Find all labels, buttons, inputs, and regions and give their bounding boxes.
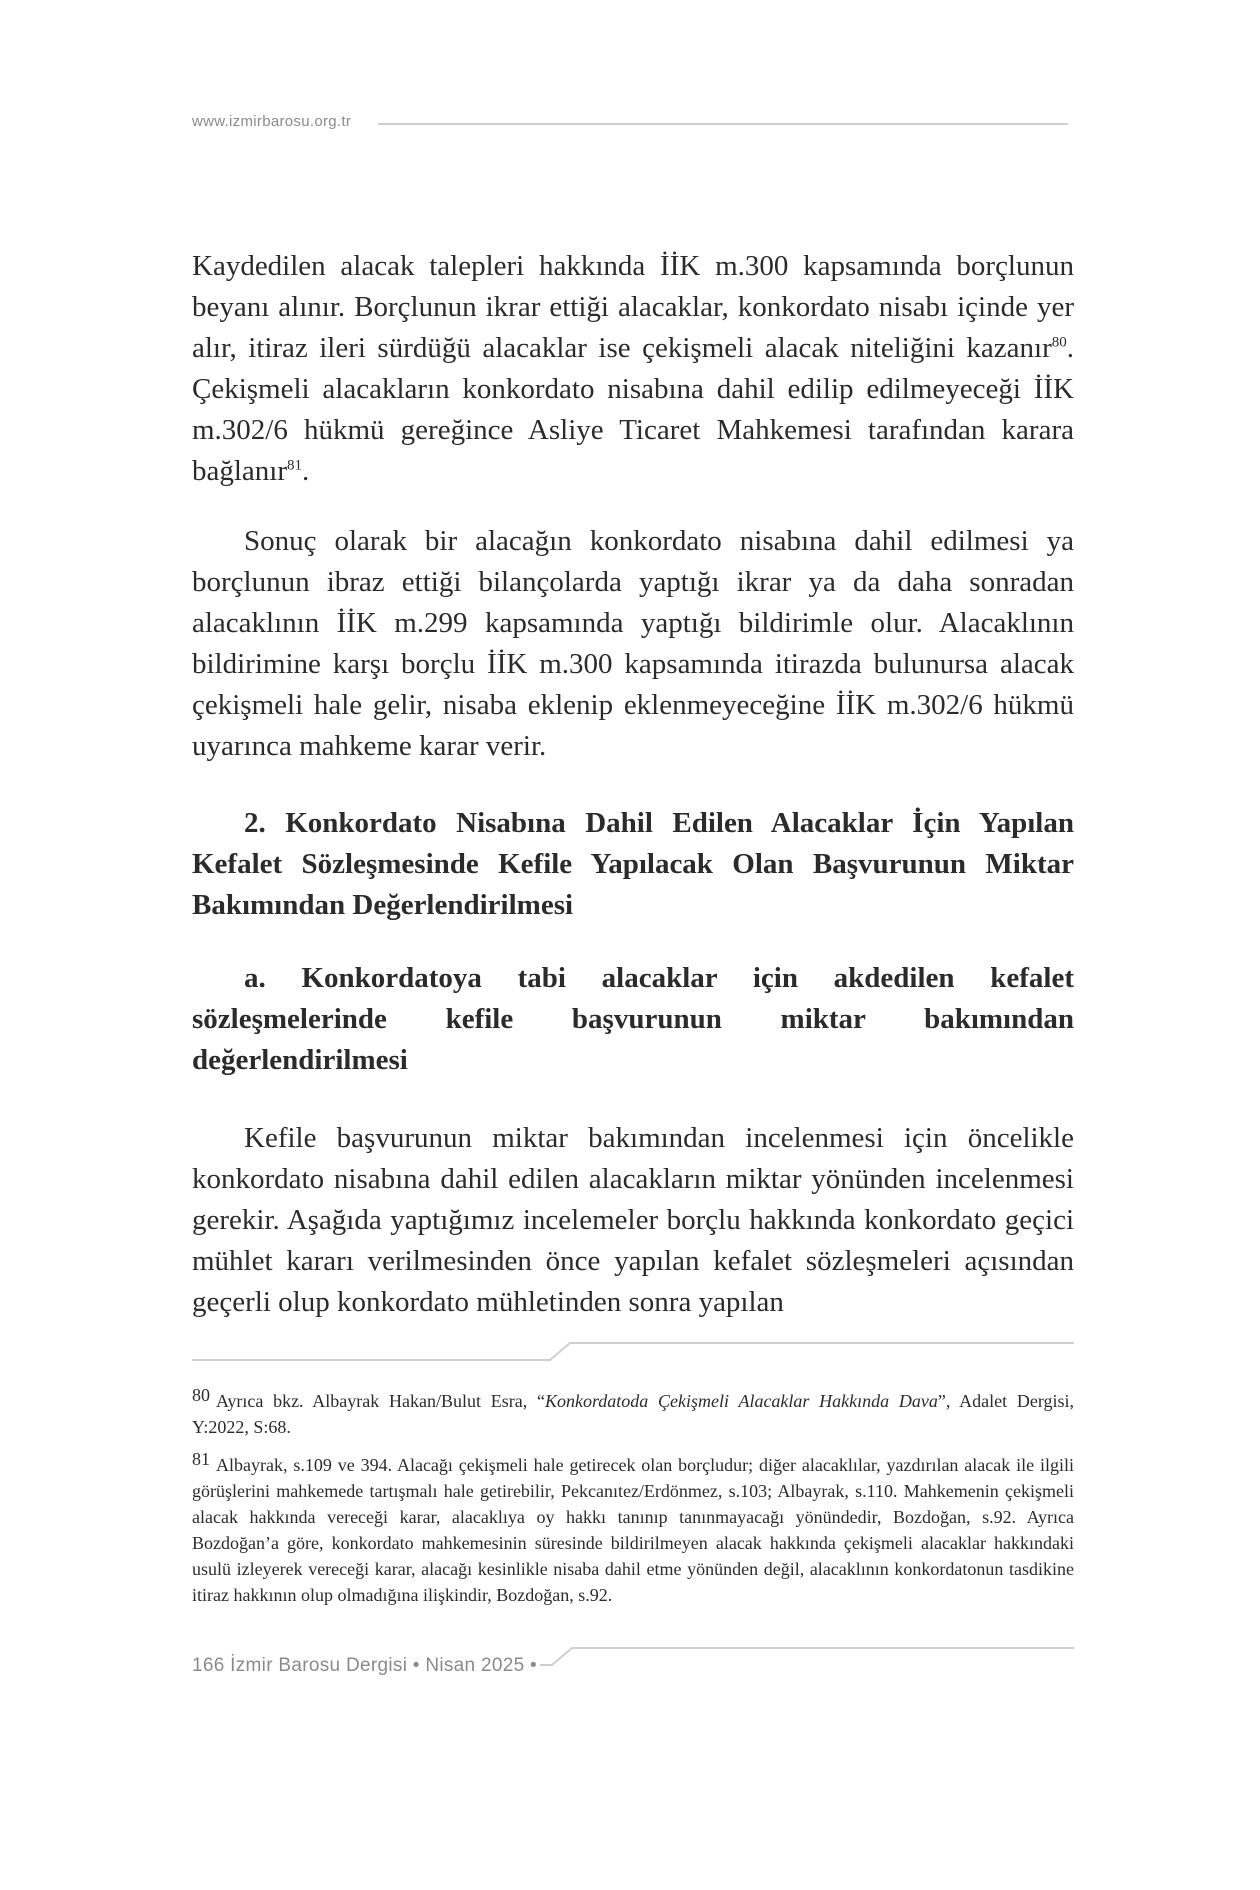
header-url: www.izmirbarosu.org.tr [192, 113, 352, 130]
footnote-80-number: 80 [192, 1385, 210, 1405]
footnote-80-text-after: ”, Adalet Dergisi, Y:2022, S:68. [192, 1391, 1075, 1437]
footer-text: 166 İzmir Barosu Dergisi • Nisan 2025 • [192, 1655, 537, 1676]
paragraph-1-part-3: . [302, 455, 310, 487]
header-divider [378, 123, 1068, 125]
footnote-80 [192, 1382, 1074, 1440]
footnote-81-number: 81 [192, 1449, 210, 1469]
footnote-ref-80[interactable]: 80 [1051, 334, 1067, 351]
footnote-80-title: Konkordatoda Çekişmeli Alacaklar Hakkında Dava [544, 1391, 938, 1411]
paragraph-1-part-1: Kaydedilen alacak talepleri hakkında İİK m.300 kapsamında borçlunun beyanı alınır. Borçlunun ikrar ettiği alacaklar, konkordato nisabı içinde yer alır, itiraz ileri sürdüğü alacaklar ise çekişmeli alacak niteliğini kazanır [192, 250, 1074, 364]
footnote-81-text: Albayrak, s.109 ve 394. Alacağı çekişmeli hale getirecek olan borçludur; diğer alacaklılar, yazdırılan alacak ile ilgili görüşlerini mahkemede tartışmalı hale getirebilir, Pekcanıtez/Erdönmez, s.103; Albayrak, s.110. Mahkemenin çekişmeli alacak hakkında vereceği karar, alacaklıya oy hakkı tanınıp tanınmayacağı yönündedir, Bozdoğan, s.92. Ayrıca Bozdoğan’a göre, konkordato mahkemesinin süresinde bildirilmeyen alacak hakkında çekişmeli alacaklar hakkındaki usulü izleyerek vereceği karar, alacağı kesinlikle nisaba dahil etme yönünden değil, alacaklının konkordatonun tasdikine itiraz hakkının olup olmadığına ilişkindir, Bozdoğan, s.92. [192, 1455, 1074, 1605]
footnote-separator [192, 1340, 1074, 1364]
paragraph-2: Sonuç olarak bir alacağın konkordato nisabına dahil edilmesi ya borçlunun ibraz ettiği bilançolarda yaptığı ikrar ya da daha sonradan alacaklının İİK m.299 kapsamında yaptığı bildirimle olur. Alacaklının bildirimine karşı borçlu İİK m.300 kapsamında itirazda bulunursa alacak çekişmeli hale gelir, nisaba eklenip eklenmeyeceğine İİK m.302/6 hükmü uyarınca mahkeme karar verir. [192, 525, 1074, 762]
paragraph-1-part-2: . Çekişmeli alacakların konkordato nisabına dahil edilip edilmeyeceği İİK m.302/6 hükmü gereğince Asliye Ticaret Mahkemesi tarafından karara bağlanır [192, 332, 1074, 487]
footnote-80-text-before: Ayrıca bkz. Albayrak Hakan/Bulut Esra, “ [216, 1391, 545, 1411]
section-heading-2: 2. Konkordato Nisabına Dahil Edilen Alacaklar İçin Yapılan Kefalet Sözleşmesinde Kefile Yapılacak Olan Başvurunun Miktar Bakımından Değerlendirilmesi [192, 807, 1074, 921]
footnote-81 [192, 1446, 1074, 1608]
paragraph-3: Kefile başvurunun miktar bakımından incelenmesi için öncelikle konkordato nisabına dahil edilen alacakların miktar yönünden incelenmesi gerekir. Aşağıda yaptığımız incelemeler borçlu hakkında konkordato geçici mühlet kararı verilmesinden önce yapılan kefalet sözleşmeleri açısından geçerli olup konkordato mühletinden sonra yapılan [192, 1122, 1074, 1318]
paragraph-1 [192, 246, 1074, 492]
subsection-heading-a: a. Konkordatoya tabi alacaklar için akdedilen kefalet sözleşmelerinde kefile başvurunun miktar bakımından değerlendirilmesi [192, 962, 1074, 1076]
footer-divider [540, 1645, 1074, 1669]
footnote-ref-81[interactable]: 81 [287, 457, 303, 474]
